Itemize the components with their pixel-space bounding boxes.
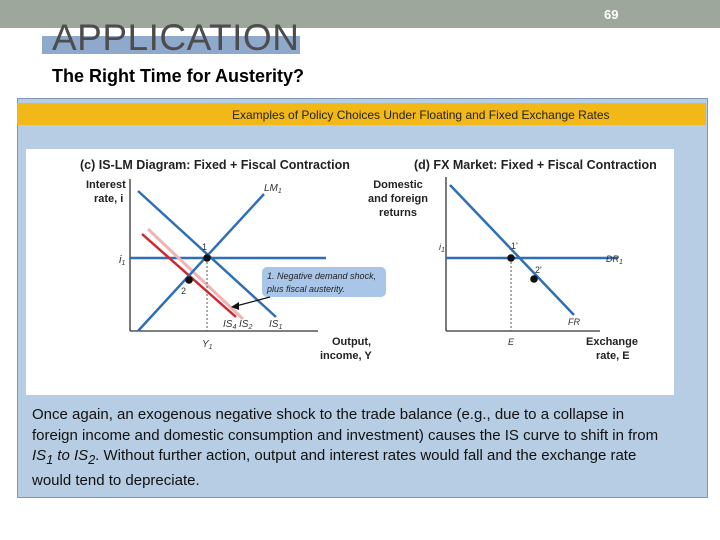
- point-1: [203, 254, 211, 262]
- callout-line-2: plus fiscal austerity.: [267, 284, 345, 294]
- caption-text: Once again, an exogenous negative shock to the trade balance (e.g., due to a collapse in foreign income and domestic consumption and investment) causes the IS curve to shift in from $IS_1$ to $IS_2$. Without further action, output and interest rates would fall and the exchange rate would tend to depreciate.: [32, 406, 659, 489]
- point-1-prime: [507, 254, 515, 262]
- right-y-label-2: and foreign: [368, 193, 428, 205]
- slide-number: 69: [604, 7, 619, 22]
- point-2-prime: [530, 275, 538, 283]
- point-2: [185, 276, 193, 284]
- left-i1-label: i1: [119, 254, 126, 267]
- point-1-prime-label: 1': [511, 241, 518, 251]
- left-y-label-1: Interest: [86, 179, 126, 191]
- point-2-prime-label: 2': [535, 265, 542, 275]
- right-x-label-1: Exchange: [586, 336, 638, 348]
- is4-label: $IS_4$: [223, 319, 237, 331]
- left-x-label-1: Output,: [332, 336, 372, 348]
- right-y-label-3: returns: [379, 207, 417, 219]
- figure-area: [26, 149, 674, 395]
- slide-subtitle: The Right Time for Austerity?: [52, 66, 305, 86]
- left-x-label-2: income, Y: [320, 350, 372, 362]
- right-y-label-1: Domestic: [373, 179, 423, 191]
- point-2-label: 2: [181, 286, 187, 296]
- left-panel-title: (c) IS-LM Diagram: Fixed + Fiscal Contraction: [80, 158, 350, 172]
- banner-text: Examples of Policy Choices Under Floating and Fixed Exchange Rates: [232, 108, 610, 122]
- point-1-label: 1: [202, 242, 208, 252]
- left-y-label-2: rate, i: [94, 193, 124, 205]
- is2-label: $IS_2$: [239, 319, 253, 331]
- dr1-label: $DR_1$: [606, 254, 623, 266]
- right-x-label-2: rate, E: [596, 350, 630, 362]
- lm1-curve: [138, 194, 264, 331]
- e-label: E: [508, 337, 515, 347]
- callout-line-1: 1. Negative demand shock,: [267, 271, 377, 281]
- right-i1-label: $i_1$: [439, 242, 445, 254]
- right-panel-title: (d) FX Market: Fixed + Fiscal Contraction: [414, 158, 657, 172]
- is1-label: $IS_1$: [269, 319, 283, 331]
- slide-heading: APPLICATION: [52, 17, 300, 58]
- islm-fx-diagram: [26, 149, 674, 395]
- y1-label: $Y_1$: [202, 339, 213, 351]
- lm1-label: $LM_1$: [264, 183, 282, 195]
- fr-label: FR: [568, 317, 580, 327]
- callout-arrow: [236, 297, 270, 306]
